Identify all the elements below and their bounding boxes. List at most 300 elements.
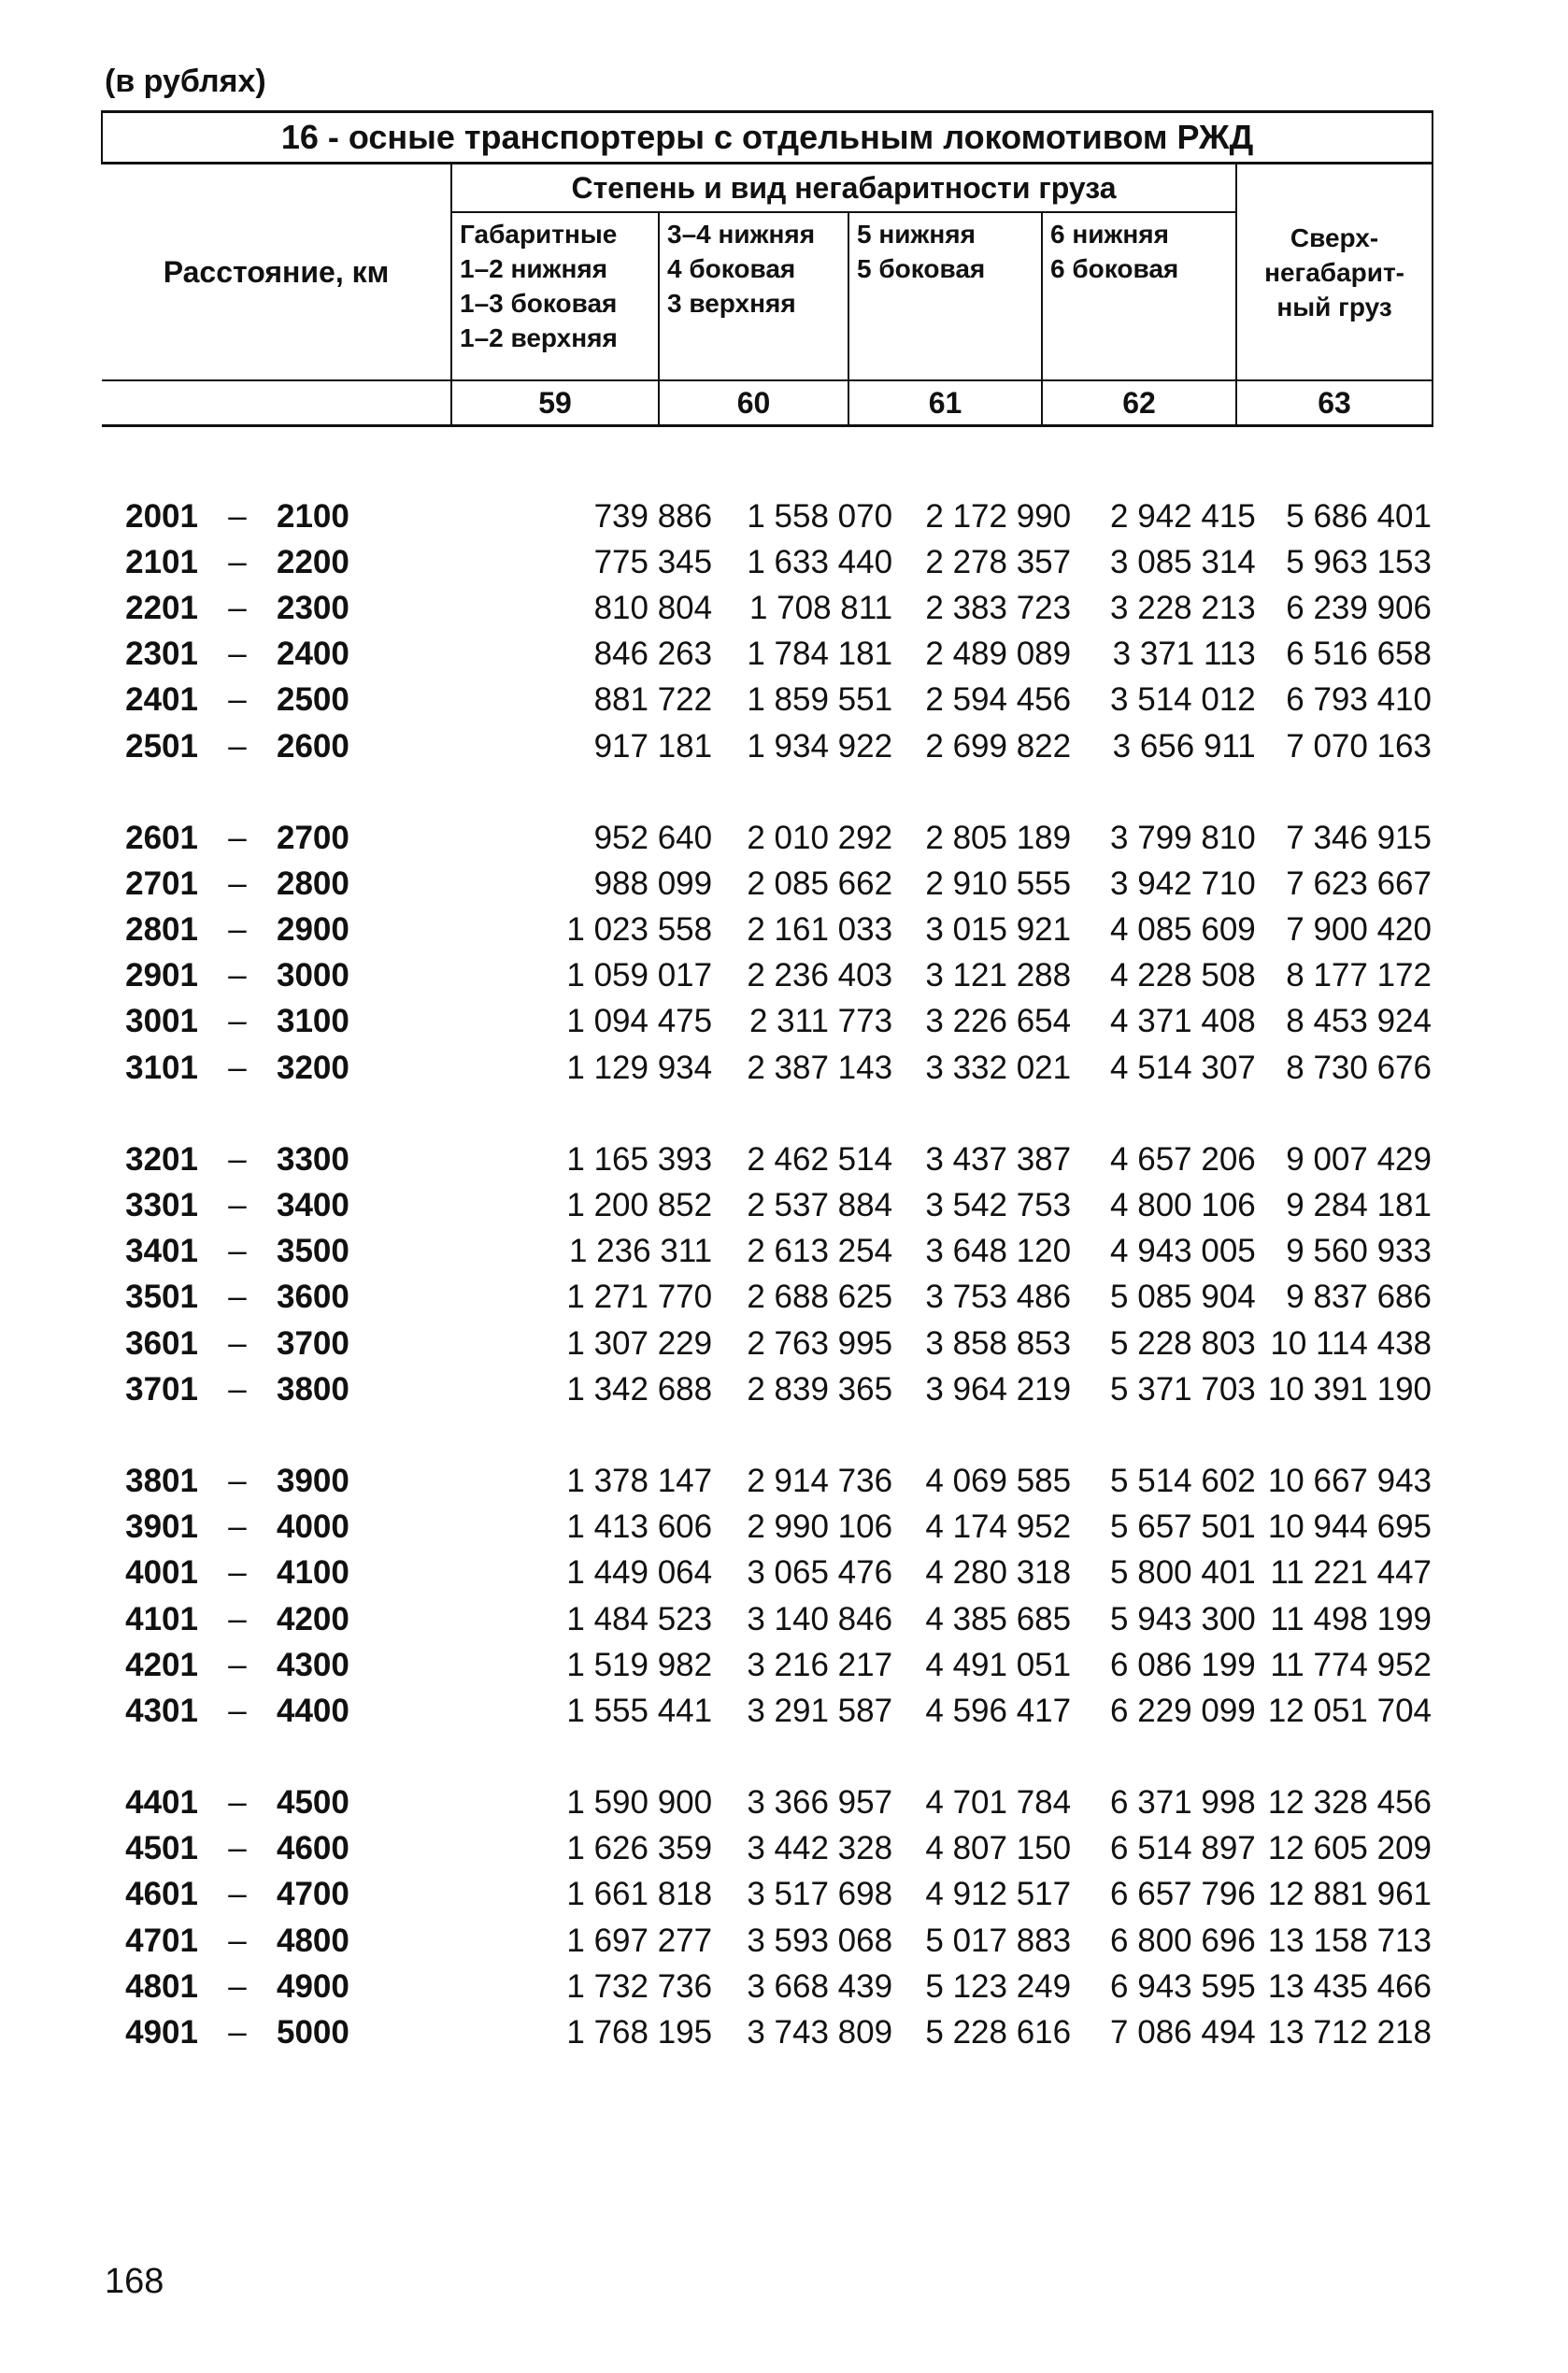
range-to: 5000 — [277, 2014, 349, 2051]
range-from: 3201 — [125, 1140, 198, 1178]
range-from: 2801 — [125, 911, 198, 949]
tariff-cell: 881 722 — [593, 681, 713, 719]
range-from: 3401 — [125, 1233, 198, 1270]
tariff-cell: 5 228 616 — [925, 2014, 1072, 2051]
tariff-cell: 2 914 736 — [747, 1462, 893, 1499]
range-to: 2700 — [277, 819, 349, 856]
range-dash: – — [228, 1600, 247, 1637]
tariff-cell: 2 805 189 — [925, 819, 1072, 856]
tariff-cell: 3 668 439 — [747, 1967, 893, 2005]
tariff-cell: 1 378 147 — [566, 1462, 713, 1499]
range-from: 3701 — [125, 1370, 198, 1408]
range-from: 2101 — [125, 543, 198, 580]
distance-range — [101, 1050, 418, 1087]
tariff-cell: 10 667 943 — [1267, 1462, 1432, 1499]
table-row — [101, 1505, 1432, 1551]
tariff-cell: 6 800 696 — [1110, 1922, 1256, 1959]
tariff-cell: 6 371 998 — [1110, 1784, 1256, 1822]
range-to: 3400 — [277, 1187, 349, 1224]
table-row — [101, 493, 1432, 539]
tariff-cell: 8 730 676 — [1286, 1049, 1432, 1086]
tariff-cell: 5 228 803 — [1110, 1324, 1256, 1362]
tariff-cell: 1 519 982 — [566, 1646, 713, 1683]
tariff-cell: 4 912 517 — [925, 1876, 1072, 1913]
tariff-cell: 13 435 466 — [1267, 1967, 1432, 2005]
tariff-cell: 7 346 915 — [1286, 819, 1432, 856]
range-to: 3900 — [277, 1462, 349, 1499]
range-dash: – — [228, 727, 247, 765]
range-to: 3100 — [277, 1003, 349, 1040]
table-row — [101, 1321, 1432, 1366]
tariff-cell: 2 311 773 — [748, 1003, 893, 1040]
sub-header-line: ный груз — [1276, 292, 1392, 322]
range-dash: – — [228, 1370, 247, 1408]
sub-header-line: негабарит- — [1264, 257, 1405, 287]
tariff-cell: 3 799 810 — [1110, 819, 1256, 856]
tariff-cell: 1 558 070 — [747, 497, 893, 535]
tariff-cell: 1 449 064 — [566, 1554, 713, 1592]
range-to: 2800 — [277, 865, 349, 902]
table-row — [101, 1182, 1432, 1228]
tariff-cell: 3 514 012 — [1110, 681, 1256, 719]
sub-header-2 — [659, 212, 848, 366]
sub-header-line: 5 боковая — [857, 254, 986, 283]
tariff-cell: 11 774 952 — [1270, 1646, 1432, 1683]
tariff-cell: 7 086 494 — [1110, 2014, 1256, 2051]
range-from: 4701 — [125, 1922, 198, 1959]
table-row — [101, 1551, 1432, 1596]
table-row — [101, 1366, 1432, 1412]
unit-caption: (в рублях) — [105, 64, 266, 99]
range-from: 4001 — [125, 1554, 198, 1592]
table-row — [101, 815, 1432, 861]
tariff-cell: 1 859 551 — [747, 681, 893, 719]
tariff-cell: 2 010 292 — [747, 819, 893, 856]
range-from: 2501 — [125, 727, 198, 765]
tariff-cell: 4 807 150 — [925, 1830, 1072, 1867]
distance-range — [101, 1371, 418, 1408]
tariff-cell: 4 174 952 — [925, 1508, 1072, 1546]
table-row — [101, 1275, 1432, 1321]
tariff-cell: 10 944 695 — [1267, 1508, 1432, 1546]
distance-range — [101, 1233, 418, 1270]
tariff-cell: 1 271 770 — [566, 1279, 713, 1316]
range-from: 2001 — [125, 497, 198, 535]
tariff-cell: 1 129 934 — [566, 1049, 713, 1086]
tariff-cell: 3 140 846 — [747, 1600, 893, 1637]
range-to: 2500 — [277, 681, 349, 719]
range-dash: – — [228, 1692, 247, 1729]
distance-range — [101, 1784, 418, 1822]
range-dash: – — [228, 1876, 247, 1913]
tariff-cell: 6 943 595 — [1110, 1967, 1256, 2005]
range-to: 4600 — [277, 1830, 349, 1867]
table-row — [101, 1642, 1432, 1688]
range-to: 4400 — [277, 1692, 349, 1729]
range-to: 3600 — [277, 1279, 349, 1316]
tariff-cell: 1 626 359 — [566, 1830, 713, 1867]
tariff-cell: 9 837 686 — [1286, 1279, 1432, 1316]
tariff-cell: 3 442 328 — [747, 1830, 893, 1867]
tariff-cell: 3 121 288 — [925, 957, 1072, 994]
tariff-cell: 3 228 213 — [1110, 589, 1256, 626]
column-number: 59 — [451, 380, 659, 426]
tariff-cell: 8 177 172 — [1286, 957, 1432, 994]
tariff-cell: 3 648 120 — [925, 1233, 1072, 1270]
tariff-cell: 2 462 514 — [747, 1140, 893, 1178]
tariff-cell: 5 800 401 — [1110, 1554, 1256, 1592]
range-dash: – — [228, 819, 247, 856]
tariff-cell: 5 657 501 — [1110, 1508, 1256, 1546]
row-group — [101, 1136, 1432, 1412]
table-row — [101, 999, 1432, 1045]
table-row — [101, 861, 1432, 907]
range-to: 2300 — [277, 589, 349, 626]
range-dash: – — [228, 911, 247, 949]
range-to: 4700 — [277, 1876, 349, 1913]
distance-range — [101, 544, 418, 581]
range-to: 2600 — [277, 727, 349, 765]
tariff-cell: 1 732 736 — [566, 1967, 713, 2005]
distance-range — [101, 957, 418, 994]
tariff-cell: 1 590 900 — [566, 1784, 713, 1822]
tariff-cell: 739 886 — [593, 497, 713, 535]
tariff-cell: 3 332 021 — [925, 1049, 1072, 1086]
tariff-cell: 2 688 625 — [747, 1279, 893, 1316]
tariff-cell: 4 943 005 — [1110, 1233, 1256, 1270]
range-to: 4800 — [277, 1922, 349, 1959]
group-header: Степень и вид негабаритности груза — [451, 164, 1236, 213]
distance-range — [101, 1325, 418, 1363]
table-row — [101, 908, 1432, 953]
range-dash: – — [228, 1003, 247, 1040]
tariff-cell: 1 934 922 — [747, 727, 893, 765]
row-group — [101, 815, 1432, 1091]
distance-range — [101, 590, 418, 627]
sub-header-line: 3–4 нижняя — [667, 220, 816, 249]
row-group — [101, 1780, 1432, 2056]
sub-header-5 — [1236, 164, 1433, 381]
tariff-cell: 3 656 911 — [1112, 727, 1256, 765]
distance-range — [101, 911, 418, 949]
tariff-cell: 6 657 796 — [1110, 1876, 1256, 1913]
range-from: 2301 — [125, 636, 198, 673]
tariff-cell: 4 085 609 — [1110, 911, 1256, 949]
tariff-cell: 3 858 853 — [925, 1324, 1072, 1362]
tariff-cell: 1 768 195 — [566, 2014, 713, 2051]
tariff-cell: 988 099 — [593, 865, 713, 902]
range-to: 4300 — [277, 1646, 349, 1683]
tariff-cell: 12 605 209 — [1267, 1830, 1432, 1867]
table-row — [101, 539, 1432, 585]
table-row — [101, 1688, 1432, 1734]
tariff-cell: 3 366 957 — [747, 1784, 893, 1822]
distance-range — [101, 636, 418, 673]
tariff-cell: 1 200 852 — [566, 1187, 713, 1224]
range-from: 4501 — [125, 1830, 198, 1867]
tariff-cell: 5 514 602 — [1110, 1462, 1256, 1499]
tariff-cell: 3 015 921 — [925, 911, 1072, 949]
tariff-cell: 5 017 883 — [925, 1922, 1072, 1959]
table-row — [101, 1596, 1432, 1642]
distance-header: Расстояние, км — [102, 164, 451, 381]
tariff-cell: 4 280 318 — [925, 1554, 1072, 1592]
range-dash: – — [228, 1554, 247, 1592]
range-dash: – — [228, 1233, 247, 1270]
distance-range — [101, 865, 418, 903]
range-from: 4801 — [125, 1967, 198, 2005]
tariff-cell: 13 712 218 — [1267, 2014, 1432, 2051]
range-from: 3901 — [125, 1508, 198, 1546]
tariff-cell: 2 278 357 — [925, 543, 1072, 580]
distance-range — [101, 1876, 418, 1913]
tariff-cell: 1 633 440 — [747, 543, 893, 580]
range-from: 3001 — [125, 1003, 198, 1040]
range-to: 4000 — [277, 1508, 349, 1546]
tariff-cell: 846 263 — [593, 636, 713, 673]
table-body — [101, 493, 1432, 2102]
range-from: 3301 — [125, 1187, 198, 1224]
table-row — [101, 678, 1432, 723]
table-row — [101, 1458, 1432, 1504]
range-from: 3101 — [125, 1049, 198, 1086]
tariff-cell: 5 943 300 — [1110, 1600, 1256, 1637]
table-row — [101, 1045, 1432, 1091]
tariff-cell: 2 594 456 — [925, 681, 1072, 719]
distance-range — [101, 2014, 418, 2051]
range-to: 2400 — [277, 636, 349, 673]
distance-range — [101, 1187, 418, 1224]
range-from: 2601 — [125, 819, 198, 856]
distance-range — [101, 1923, 418, 1960]
tariff-cell: 1 661 818 — [566, 1876, 713, 1913]
tariff-cell: 6 793 410 — [1286, 681, 1432, 719]
tariff-cell: 9 007 429 — [1286, 1140, 1432, 1178]
range-from: 2701 — [125, 865, 198, 902]
tariff-cell: 952 640 — [593, 819, 713, 856]
tariff-cell: 11 221 447 — [1270, 1554, 1432, 1592]
distance-range — [101, 1601, 418, 1638]
tariff-cell: 3 226 654 — [925, 1003, 1072, 1040]
range-dash: – — [228, 1140, 247, 1178]
distance-range — [101, 1141, 418, 1179]
tariff-cell: 12 328 456 — [1267, 1784, 1432, 1822]
range-from: 4301 — [125, 1692, 198, 1729]
tariff-cell: 4 596 417 — [925, 1692, 1072, 1729]
tariff-cell: 5 963 153 — [1286, 543, 1432, 580]
distance-range — [101, 1279, 418, 1316]
sub-header-line: Сверх- — [1290, 222, 1379, 252]
table-row — [101, 1136, 1432, 1182]
tariff-cell: 4 385 685 — [925, 1600, 1072, 1637]
range-dash: – — [228, 497, 247, 535]
tariff-cell: 1 555 441 — [566, 1692, 713, 1729]
tariff-cell: 3 753 486 — [925, 1279, 1072, 1316]
range-dash: – — [228, 1324, 247, 1362]
range-to: 2900 — [277, 911, 349, 949]
tariff-cell: 4 701 784 — [925, 1784, 1072, 1822]
table-row — [101, 2009, 1432, 2055]
range-dash: – — [228, 1784, 247, 1822]
range-from: 3601 — [125, 1324, 198, 1362]
tariff-cell: 4 491 051 — [925, 1646, 1072, 1683]
range-from: 4901 — [125, 2014, 198, 2051]
tariff-cell: 1 697 277 — [566, 1922, 713, 1959]
tariff-cell: 2 942 415 — [1110, 497, 1256, 535]
table-row — [101, 632, 1432, 678]
tariff-cell: 2 699 822 — [925, 727, 1072, 765]
tariff-cell: 1 307 229 — [566, 1324, 713, 1362]
tariff-cell: 1 784 181 — [747, 636, 893, 673]
range-dash: – — [228, 2014, 247, 2051]
row-group — [101, 493, 1432, 769]
tariff-cell: 4 228 508 — [1110, 957, 1256, 994]
tariff-cell: 1 023 558 — [566, 911, 713, 949]
tariff-cell: 7 623 667 — [1286, 865, 1432, 902]
tariff-cell: 6 239 906 — [1286, 589, 1432, 626]
range-to: 3700 — [277, 1324, 349, 1362]
tariff-cell: 810 804 — [593, 589, 713, 626]
tariff-cell: 2 839 365 — [747, 1370, 893, 1408]
sub-header-3 — [848, 212, 1042, 366]
distance-range — [101, 1693, 418, 1730]
table-title: 16 - осные транспортеры с отдельным локомотивом РЖД — [102, 112, 1433, 164]
sub-header-line: 6 нижняя — [1050, 220, 1169, 249]
range-from: 4101 — [125, 1600, 198, 1637]
tariff-cell: 4 371 408 — [1110, 1003, 1256, 1040]
tariff-cell: 2 489 089 — [925, 636, 1072, 673]
tariff-cell: 2 910 555 — [925, 865, 1072, 902]
table-row — [101, 1229, 1432, 1275]
tariff-cell: 1 708 811 — [748, 589, 893, 626]
tariff-cell: 3 437 387 — [925, 1140, 1072, 1178]
sub-header-line: 1–2 нижняя — [460, 254, 608, 283]
tariff-cell: 4 514 307 — [1110, 1049, 1256, 1086]
range-from: 3801 — [125, 1462, 198, 1499]
tariff-cell: 3 517 698 — [747, 1876, 893, 1913]
tariff-cell: 12 051 704 — [1267, 1692, 1432, 1729]
distance-range — [101, 820, 418, 857]
range-from: 2201 — [125, 589, 198, 626]
sub-header-line: 1–2 верхняя — [460, 323, 618, 352]
range-from: 3501 — [125, 1279, 198, 1316]
range-to: 3300 — [277, 1140, 349, 1178]
tariff-cell: 3 964 219 — [925, 1370, 1072, 1408]
range-to: 4200 — [277, 1600, 349, 1637]
distance-range — [101, 1463, 418, 1500]
range-dash: – — [228, 1279, 247, 1316]
tariff-cell: 10 114 438 — [1270, 1324, 1432, 1362]
tariff-cell: 2 613 254 — [747, 1233, 893, 1270]
range-from: 2401 — [125, 681, 198, 719]
tariff-cell: 3 291 587 — [747, 1692, 893, 1729]
range-dash: – — [228, 1508, 247, 1546]
range-from: 4401 — [125, 1784, 198, 1822]
tariff-cell: 1 413 606 — [566, 1508, 713, 1546]
tariff-cell: 1 094 475 — [566, 1003, 713, 1040]
column-number: 60 — [659, 380, 848, 426]
table-row — [101, 1780, 1432, 1826]
sub-header-1 — [451, 212, 659, 366]
tariff-cell: 13 158 713 — [1267, 1922, 1432, 1959]
table-row — [101, 723, 1432, 769]
sub-header-4 — [1042, 212, 1236, 366]
column-number: 61 — [848, 380, 1042, 426]
sub-header-line: 1–3 боковая — [460, 289, 618, 318]
sub-header-line: 3 верхняя — [667, 289, 796, 318]
tariff-cell: 3 085 314 — [1110, 543, 1256, 580]
distance-range — [101, 1508, 418, 1546]
sub-header-line: 5 нижняя — [857, 220, 976, 249]
tariff-cell: 5 371 703 — [1110, 1370, 1256, 1408]
row-group — [101, 1458, 1432, 1734]
range-to: 3200 — [277, 1049, 349, 1086]
distance-range — [101, 1003, 418, 1040]
table-row — [101, 1918, 1432, 1964]
range-dash: – — [228, 957, 247, 994]
range-to: 3500 — [277, 1233, 349, 1270]
tariff-cell: 3 065 476 — [747, 1554, 893, 1592]
table-row — [101, 953, 1432, 999]
sub-header-line: Габаритные — [460, 220, 618, 249]
range-dash: – — [228, 636, 247, 673]
range-dash: – — [228, 1967, 247, 2005]
range-from: 4201 — [125, 1646, 198, 1683]
distance-range — [101, 1968, 418, 2006]
tariff-cell: 6 516 658 — [1286, 636, 1432, 673]
sub-header-line: 6 боковая — [1050, 254, 1179, 283]
range-dash: – — [228, 1646, 247, 1683]
table-row — [101, 1872, 1432, 1918]
range-to: 4500 — [277, 1784, 349, 1822]
range-dash: – — [228, 589, 247, 626]
tariff-cell: 3 593 068 — [747, 1922, 893, 1959]
tariff-cell: 4 069 585 — [925, 1462, 1072, 1499]
tariff-cell: 2 236 403 — [747, 957, 893, 994]
tariff-cell: 5 085 904 — [1110, 1279, 1256, 1316]
tariff-cell: 5 686 401 — [1286, 497, 1432, 535]
tariff-cell: 7 900 420 — [1286, 911, 1432, 949]
range-to: 2200 — [277, 543, 349, 580]
distance-range — [101, 681, 418, 719]
distance-range — [101, 728, 418, 765]
range-to: 3800 — [277, 1370, 349, 1408]
range-from: 4601 — [125, 1876, 198, 1913]
tariff-cell: 8 453 924 — [1286, 1003, 1432, 1040]
tariff-cell: 2 990 106 — [747, 1508, 893, 1546]
distance-range — [101, 1830, 418, 1867]
range-dash: – — [228, 1922, 247, 1959]
distance-number-cell — [102, 380, 451, 426]
range-to: 2100 — [277, 497, 349, 535]
tariff-cell: 2 172 990 — [925, 497, 1072, 535]
tariff-cell: 775 345 — [593, 543, 713, 580]
table-row — [101, 1826, 1432, 1872]
distance-range — [101, 1647, 418, 1684]
tariff-cell: 2 161 033 — [747, 911, 893, 949]
range-to: 4900 — [277, 1967, 349, 2005]
tariff-cell: 3 942 710 — [1110, 865, 1256, 902]
tariff-cell: 3 743 809 — [747, 2014, 893, 2051]
range-dash: – — [228, 1187, 247, 1224]
table-row — [101, 1964, 1432, 2009]
tariff-cell: 1 059 017 — [566, 957, 713, 994]
tariff-cell: 9 284 181 — [1286, 1187, 1432, 1224]
tariff-cell: 2 387 143 — [747, 1049, 893, 1086]
range-dash: – — [228, 1462, 247, 1499]
column-number: 62 — [1042, 380, 1236, 426]
table-row — [101, 585, 1432, 631]
